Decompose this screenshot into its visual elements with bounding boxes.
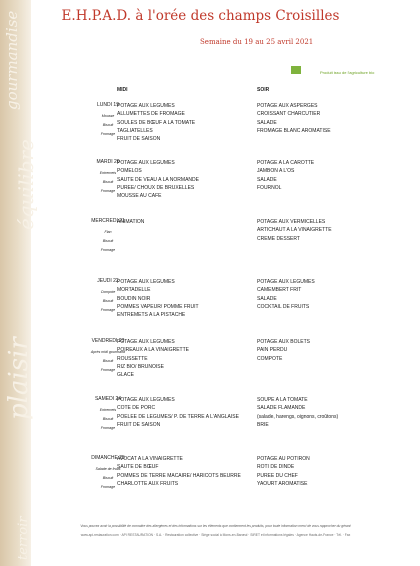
day-sub-label: Fromage: [100, 308, 116, 312]
sidebar-word: équilibre: [14, 139, 38, 230]
midi-dish: BOUDIN NOIR: [117, 295, 151, 302]
soir-dish: SALADE FLAMANDE: [257, 405, 306, 412]
bio-label: Produit issu de l'agriculture bio: [320, 70, 375, 75]
soir-menu: [257, 159, 314, 192]
midi-dish: SOULES DE BŒUF A LA TOMATE: [117, 119, 196, 126]
sidebar-word: terroir: [16, 516, 31, 560]
midi-dish: RIZ BIO/ BRUNOISE: [117, 363, 164, 370]
day-sub-label: Biscuit: [102, 476, 114, 480]
midi-dish: POELEE DE LEGUMES/ P. DE TERRE A L'ANGLAISE: [117, 413, 239, 420]
midi-dish: ENTREMETS A LA PISTACHE: [117, 312, 186, 319]
bio-logo-icon: [291, 66, 301, 74]
midi-dish: POTAGE AUX LEGUMES: [117, 160, 175, 166]
soir-menu: [257, 218, 332, 243]
soir-dish: FROMAGE BLANC AROMATISE: [257, 127, 331, 134]
midi-dish: GLACE: [117, 372, 134, 379]
day-sub-label: Biscuit: [102, 123, 114, 127]
soir-dish: CAMEMBERT FRIT: [257, 287, 302, 294]
midi-dish: FRUIT DE SAISON: [117, 421, 161, 428]
soir-dish: ARTICHAUT A LA VINAIGRETTE: [257, 227, 332, 234]
soir-dish: CREME DESSERT: [257, 235, 300, 242]
day-label: JEUDI 22: [97, 278, 119, 284]
day-sub-label: Biscuit: [102, 359, 114, 363]
soir-dish: POTAGE AU POTIRON: [257, 456, 310, 462]
soir-dish: SALADE: [257, 119, 277, 126]
column-header-soir: SOIR: [257, 87, 270, 93]
soir-dish: BRIE: [257, 421, 269, 428]
soir-dish: SOUPE A LA TOMATE: [257, 397, 308, 403]
midi-dish: ALLUMETTES DE FROMAGE: [117, 111, 185, 118]
day-sub-label: Biscuit: [102, 299, 114, 303]
soir-menu: [257, 102, 331, 135]
midi-dish: AVOCAT A LA VINAIGRETTE: [117, 456, 183, 462]
day-label: DIMANCHE 25: [91, 455, 125, 461]
soir-menu: [257, 455, 310, 488]
midi-dish: CHARLOTTE AUX FRUITS: [117, 480, 179, 487]
midi-menu: [117, 455, 241, 488]
soir-dish: PUREE DU CHEF: [257, 472, 298, 479]
soir-dish: YAOURT AROMATISE: [257, 480, 308, 487]
soir-dish: CROISSANT CHARCUTIER: [257, 111, 321, 118]
midi-dish: SAUTE DE BŒUF: [117, 464, 159, 471]
midi-menu: [117, 102, 195, 143]
midi-menu: [117, 159, 199, 200]
midi-dish: PUREE/ CHOUX DE BRUXELLES: [117, 184, 195, 191]
day-sub-label: Compote: [100, 290, 116, 294]
soir-dish: FOURNOL: [257, 184, 282, 191]
soir-dish: COCKTAIL DE FRUITS: [257, 303, 310, 310]
day-sub-label: Fromage: [100, 426, 116, 430]
sidebar-word: gourmandise: [3, 10, 21, 110]
day-sub-label: Après midi gourmand: [90, 350, 126, 354]
decorative-sidebar: [0, 0, 38, 566]
soir-dish: JAMBON A L'OS: [257, 168, 295, 175]
midi-dish: MORTADELLE: [117, 287, 151, 294]
soir-menu: [257, 396, 338, 429]
soir-menu: [257, 338, 310, 363]
soir-menu: [257, 278, 315, 311]
day-sub-label: Entremets: [99, 408, 117, 412]
day-sub-label: Biscuit: [102, 417, 114, 421]
day-sub-label: Fromage: [100, 132, 116, 136]
soir-dish: ROTI DE DINDE: [257, 464, 295, 471]
day-sub-label: Mousse: [101, 114, 115, 118]
midi-dish: POTAGE AUX LEGUMES: [117, 103, 175, 109]
page-title: E.H.P.A.D. à l'orée des champs Croisilles: [61, 8, 340, 24]
day-sub-label: Fromage: [100, 368, 116, 372]
midi-dish: FRUIT DE SAISON: [117, 136, 161, 143]
midi-dish: POTAGE AUX LEGUMES: [117, 397, 175, 403]
day-sub-label: Entremets: [99, 171, 117, 175]
day-label: MARDI 20: [96, 159, 120, 165]
midi-dish: POTAGE AUX LEGUMES: [117, 279, 175, 285]
soir-dish: POTAGE AUX BOLETS: [257, 339, 310, 345]
midi-dish: POMMES VAPEUR/ POMME FRUIT: [117, 303, 199, 310]
midi-dish: ROUSSETTE: [117, 355, 148, 362]
day-sub-label: Biscuit: [102, 239, 114, 243]
soir-dish: POTAGE AUX ASPERGES: [257, 103, 318, 109]
day-sub-label: Flan: [104, 230, 112, 234]
midi-menu: [117, 218, 144, 226]
soir-dish: POTAGE AUX LEGUMES: [257, 279, 315, 285]
midi-dish: MOUSSE AU CAFE: [117, 193, 162, 200]
soir-dish: POTAGE AUX VERMICELLES: [257, 219, 326, 225]
footer-company-info: www.api-restauration.com · API RESTAURATION · S.A. · Restauration collective · Siège social à Mons-en-Barœul · SIRET et informations légales · Agence Hauts-de-France · Tél. · Fax: [80, 533, 351, 537]
midi-dish: SAUTE DE VEAU A LA NORMANDE: [117, 176, 199, 183]
day-sub-label: Fromage: [100, 189, 116, 193]
day-label: MERCREDI 21: [91, 218, 125, 224]
midi-menu: [117, 396, 239, 429]
midi-dish: TAGLIATELLES: [117, 127, 153, 134]
column-header-midi: MIDI: [117, 87, 128, 93]
sidebar-word: plaisir: [4, 337, 34, 420]
midi-dish: POMELOS: [117, 168, 142, 175]
midi-dish: POTAGE AUX LEGUMES: [117, 339, 175, 345]
soir-dish: SALADE: [257, 176, 277, 183]
midi-menu: [117, 338, 189, 379]
soir-dish: POTAGE A LA CAROTTE: [257, 160, 315, 166]
midi-menu: [117, 278, 199, 319]
week-subtitle: Semaine du 19 au 25 avril 2021: [200, 38, 314, 46]
day-sub-label: Fromage: [100, 248, 116, 252]
day-label: SAMEDI 24: [94, 396, 122, 402]
day-sub-label: Fromage: [100, 485, 116, 489]
midi-dish: POMMES DE TERRE MACAIRE/ HARICOTS BEURRE: [117, 472, 241, 479]
day-sub-label: Salade de fruits: [95, 467, 121, 471]
midi-dish: POIREAUX A LA VINAIGRETTE: [117, 347, 189, 354]
midi-dish: ANIMATION: [117, 219, 145, 225]
day-label: VENDREDI 23: [91, 338, 125, 344]
footer-allergen-note: Vous pouvez avoir la possibilité de connaitre des allergènes et des informations sur les éléments que contiennent les produits, pour toute information merci de vous rapprocher du gérant: [80, 524, 351, 528]
soir-dish: (salade, harengs, oignons, croûtons): [257, 413, 339, 420]
midi-dish: COTE DE PORC: [117, 405, 156, 412]
soir-dish: COMPOTE: [257, 355, 283, 362]
day-label: LUNDI 19: [97, 102, 119, 108]
soir-dish: PAIN PERDU: [257, 347, 288, 354]
soir-dish: SALADE: [257, 295, 277, 302]
day-sub-label: Biscuit: [102, 180, 114, 184]
